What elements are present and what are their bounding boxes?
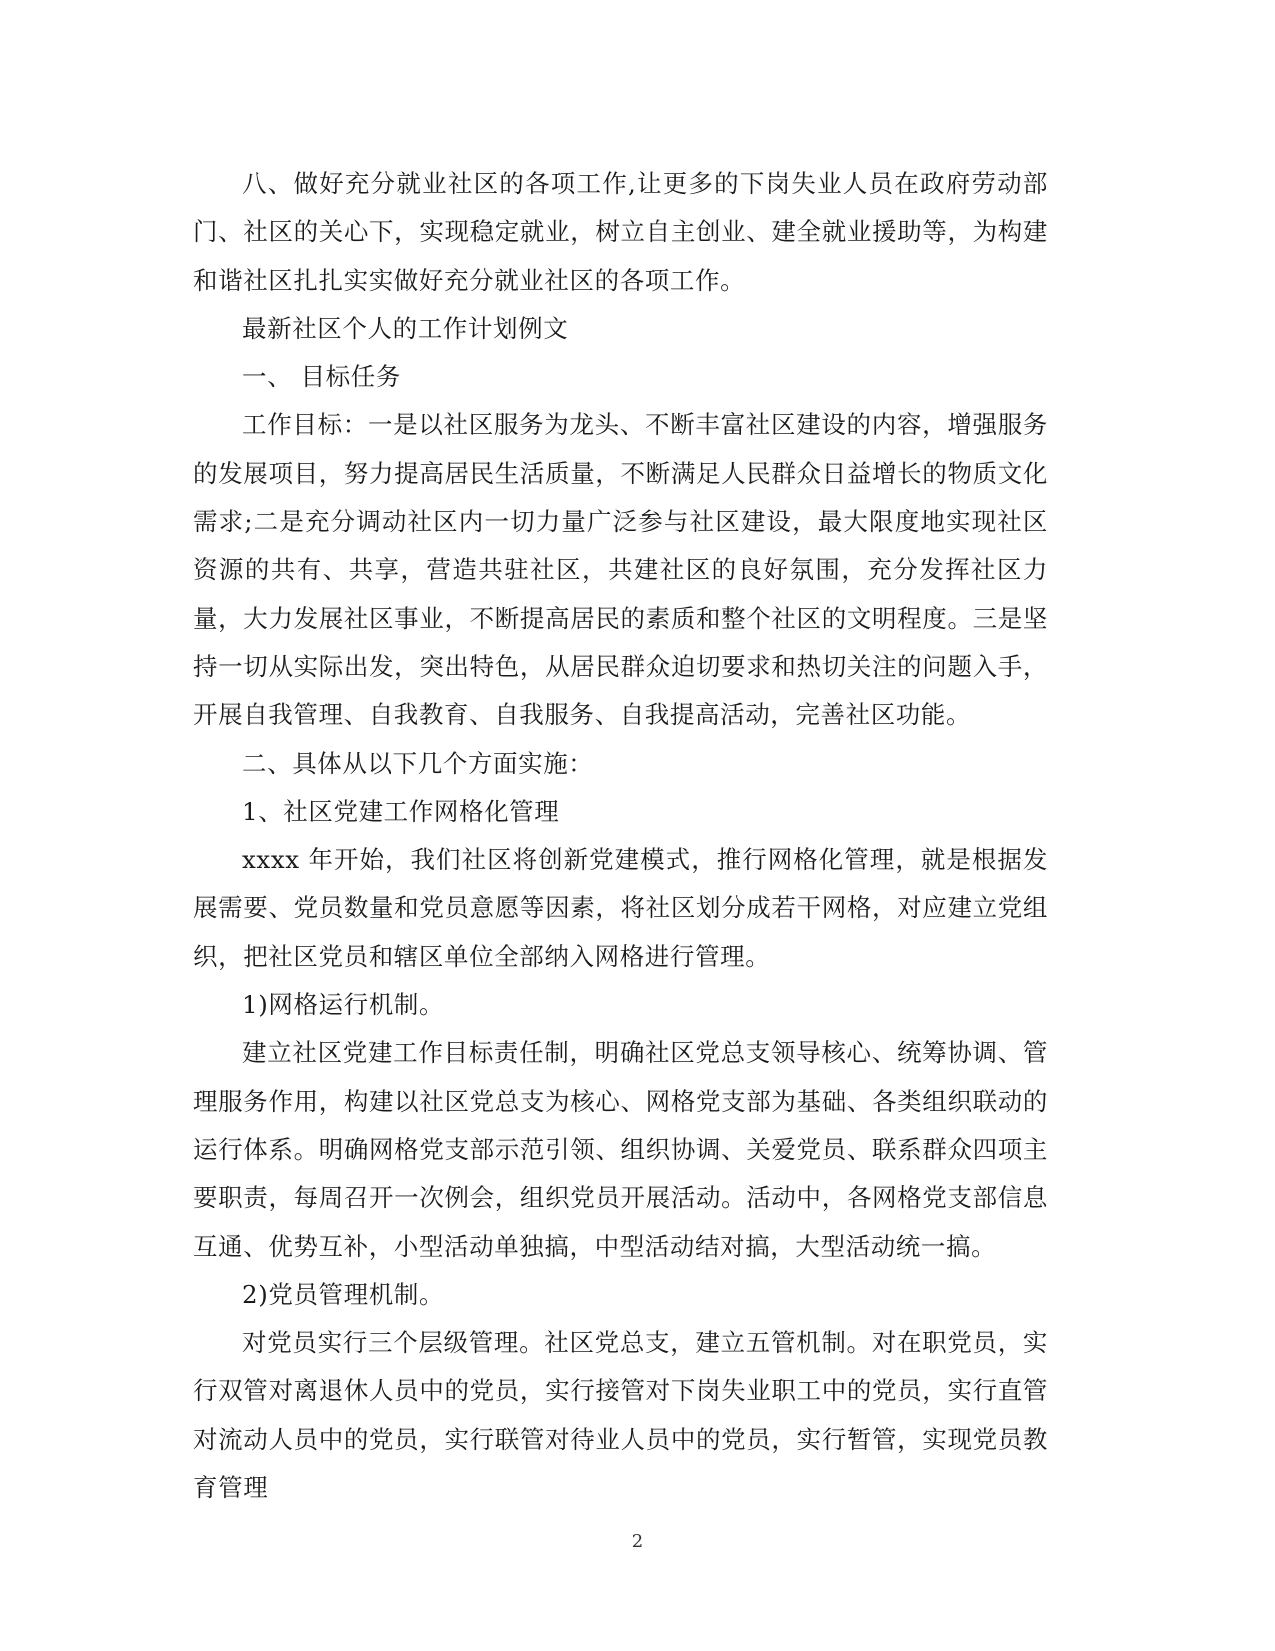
section-title-work-plan: 最新社区个人的工作计划例文 [242, 313, 569, 343]
heading-implementation: 二、具体从以下几个方面实施： [242, 748, 594, 778]
subheading-grid-operation: 1)网格运行机制。 [242, 990, 445, 1020]
paragraph-work-goals: 工作目标：一是以社区服务为龙头、不断丰富社区建设的内容，增强服务的发展项目，努力提高居民生活质量，不断满足人民群众日益增长的物质文化需求;二是充分调动社区内一切力量广泛参与社区建设，最大限度地实现社区资源的共有、共享，营造共驻社区，共建社区的良好氛围，充分发挥社区力量，大力发展社区事业，不断提高居民的素质和整个社区的文明程度。三是坚持一切从实际出发，突出特色，从居民群众迫切要求和热切关注的问题入手，开展自我管理、自我教育、自我服务、自我提高活动，完善社区功能。 [193, 410, 1048, 730]
paragraph-grid-management: xxxx 年开始，我们社区将创新党建模式，推行网格化管理，就是根据发展需要、党员数量和党员意愿等因素，将社区划分成若干网格，对应建立党组织，把社区党员和辖区单位全部纳入网格进行管理。 [193, 845, 1048, 971]
heading-goals-tasks: 一、 目标任务 [242, 362, 401, 392]
subheading-grid-management: 1、社区党建工作网格化管理 [242, 796, 560, 826]
paragraph-member-management: 对党员实行三个层级管理。社区党总支，建立五管机制。对在职党员，实行双管对离退休人员中的党员，实行接管对下岗失业职工中的党员，实行直管对流动人员中的党员，实行联管对待业人员中的党员，实行暂管，实现党员教育管理 [193, 1328, 1048, 1503]
paragraph-employment-community: 八、做好充分就业社区的各项工作,让更多的下岗失业人员在政府劳动部门、社区的关心下，实现稳定就业，树立自主创业、建全就业援助等，为构建和谐社区扎扎实实做好充分就业社区的各项工作。 [193, 169, 1048, 295]
subheading-member-management: 2)党员管理机制。 [242, 1279, 445, 1309]
page-number: 2 [631, 1531, 644, 1552]
paragraph-grid-operation: 建立社区党建工作目标责任制，明确社区党总支领导核心、统筹协调、管理服务作用，构建以社区党总支为核心、网格党支部为基础、各类组织联动的运行体系。明确网格党支部示范引领、组织协调、关爱党员、联系群众四项主要职责，每周召开一次例会，组织党员开展活动。活动中，各网格党支部信息互通、优势互补，小型活动单独搞，中型活动结对搞，大型活动统一搞。 [193, 1038, 1048, 1261]
body-text [193, 160, 1048, 1512]
